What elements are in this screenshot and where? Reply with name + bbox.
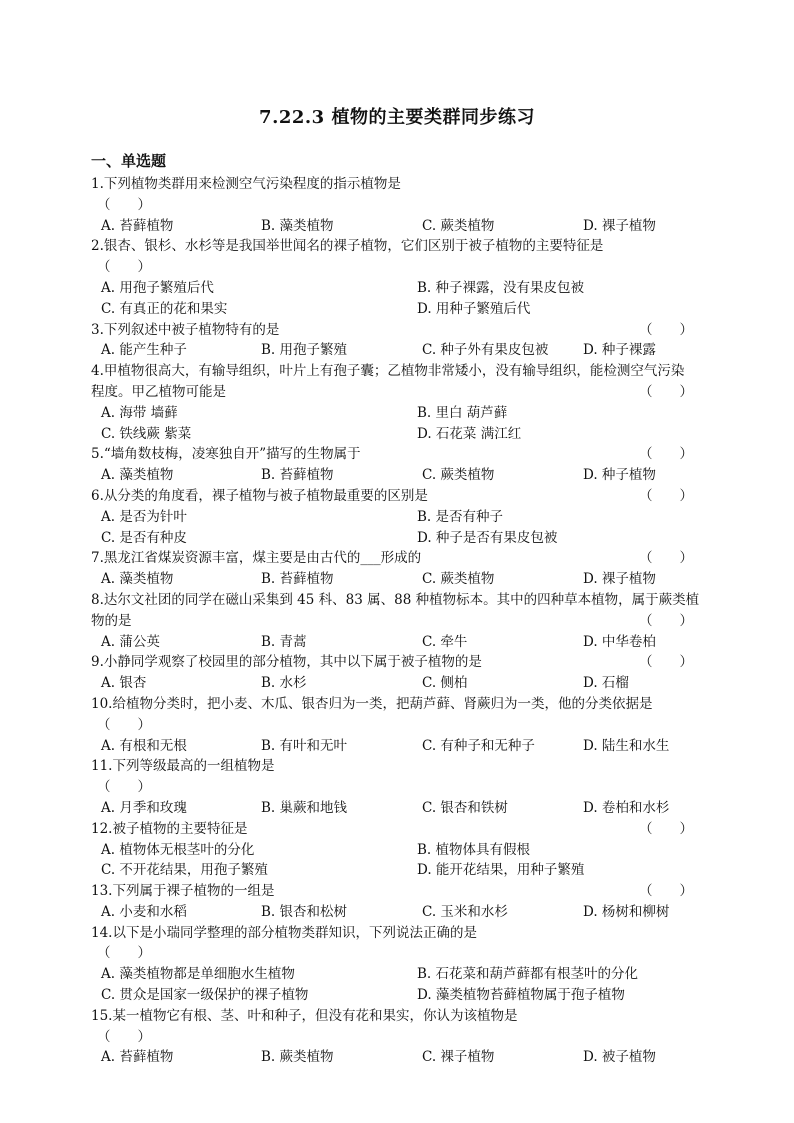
question-9	[91, 652, 703, 694]
option-d: D. 卷柏和水杉	[583, 799, 670, 816]
question-6	[91, 486, 703, 548]
answer-blank: （ ）	[639, 654, 693, 671]
question-1	[91, 174, 703, 236]
option-a: A. 能产生种子	[101, 342, 187, 359]
option-a: A. 蒲公英	[101, 633, 160, 650]
answer-blank: （ ）	[97, 1028, 151, 1045]
option-b: B. 里白 葫芦藓	[417, 404, 508, 421]
question-stem: 6.从分类的角度看，裸子植物与被子植物最重要的区别是	[91, 487, 428, 504]
answer-blank: （ ）	[639, 612, 693, 629]
option-c: C. 牵牛	[422, 633, 468, 650]
question-stem: 7.黑龙江省煤炭资源丰富，煤主要是由古代的___形成的	[91, 550, 422, 567]
option-a: A. 藻类植物	[101, 571, 174, 588]
answer-blank: （ ）	[97, 779, 151, 796]
answer-blank: （ ）	[97, 945, 151, 962]
option-b: B. 蕨类植物	[261, 1049, 334, 1066]
question-2	[91, 236, 703, 319]
question-stem: 14.以下是小瑞同学整理的部分植物类群知识，下列说法正确的是	[91, 924, 477, 941]
option-c: C. 是否有种皮	[101, 529, 187, 546]
question-15	[91, 1006, 703, 1068]
question-stem: 8.达尔文社团的同学在磁山采集到 45 科、83 属、88 种植物标本。其中的四种草本植物，属于蕨类植	[91, 591, 700, 608]
option-a: A. 有根和无根	[101, 737, 187, 754]
question-stem: 11.下列等级最高的一组植物是	[91, 758, 275, 775]
option-b: B. 是否有种子	[417, 508, 504, 525]
option-a: A. 银杏	[101, 675, 147, 692]
answer-blank: （ ）	[97, 259, 151, 276]
question-4	[91, 361, 703, 444]
option-d: D. 藻类植物苔藓植物属于孢子植物	[417, 987, 625, 1004]
option-c: C. 玉米和水杉	[422, 903, 508, 920]
question-stem-continued: 程度。甲乙植物可能是	[91, 383, 226, 400]
option-c: C. 贯众是国家一级保护的裸子植物	[101, 987, 309, 1004]
option-b: B. 苔藓植物	[261, 571, 334, 588]
option-d: D. 种子裸露	[583, 342, 656, 359]
option-a: A. 海带 墙藓	[101, 404, 178, 421]
question-stem: 9.小静同学观察了校园里的部分植物，其中以下属于被子植物的是	[91, 654, 482, 671]
section-heading: 一、单选题	[91, 152, 167, 170]
option-d: D. 中华卷柏	[583, 633, 656, 650]
question-stem: 12.被子植物的主要特征是	[91, 820, 248, 837]
answer-blank: （ ）	[639, 383, 693, 400]
option-c: C. 蕨类植物	[422, 467, 495, 484]
option-b: B. 用孢子繁殖	[261, 342, 348, 359]
option-a: A. 用孢子繁殖后代	[101, 279, 214, 296]
question-stem-continued: 物的是	[91, 612, 132, 629]
question-stem: 5.“墙角数枝梅，凌寒独自开”描写的生物属于	[91, 446, 361, 463]
option-c: C. 裸子植物	[422, 1049, 495, 1066]
answer-blank: （ ）	[639, 550, 693, 567]
option-d: D. 陆生和水生	[583, 737, 670, 754]
answer-blank: （ ）	[97, 716, 151, 733]
option-a: A. 月季和玫瑰	[101, 799, 187, 816]
option-b: B. 有叶和无叶	[261, 737, 348, 754]
option-b: B. 青蒿	[261, 633, 307, 650]
answer-blank: （ ）	[639, 883, 693, 900]
option-b: B. 石花菜和葫芦藓都有根茎叶的分化	[417, 966, 639, 983]
option-a: A. 苔藓植物	[101, 1049, 174, 1066]
option-c: C. 蕨类植物	[422, 571, 495, 588]
question-stem: 13.下列属于裸子植物的一组是	[91, 883, 275, 900]
option-c: C. 蕨类植物	[422, 217, 495, 234]
option-b: B. 藻类植物	[261, 217, 334, 234]
question-11	[91, 756, 703, 818]
option-b: B. 种子裸露，没有果皮包被	[417, 279, 585, 296]
question-list	[91, 174, 703, 1068]
option-c: C. 侧柏	[422, 675, 468, 692]
option-c: C. 种子外有果皮包被	[422, 342, 549, 359]
option-a: A. 植物体无根茎叶的分化	[101, 841, 255, 858]
option-b: B. 银杏和松树	[261, 903, 348, 920]
question-10	[91, 694, 703, 756]
answer-blank: （ ）	[97, 196, 151, 213]
question-stem: 1.下列植物类群用来检测空气污染程度的指示植物是	[91, 176, 401, 192]
option-d: D. 用种子繁殖后代	[417, 300, 531, 317]
answer-blank: （ ）	[639, 321, 693, 338]
option-c: C. 银杏和铁树	[422, 799, 508, 816]
option-d: D. 种子是否有果皮包被	[417, 529, 558, 546]
option-d: D. 石花菜 满江红	[417, 425, 522, 442]
option-c: C. 有种子和无种子	[422, 737, 535, 754]
option-a: A. 藻类植物	[101, 467, 174, 484]
option-a: A. 是否为针叶	[101, 508, 187, 525]
option-b: B. 苔藓植物	[261, 467, 334, 484]
option-d: D. 种子植物	[583, 467, 656, 484]
question-stem: 3.下列叙述中被子植物特有的是	[91, 321, 280, 338]
option-d: D. 能开花结果，用种子繁殖	[417, 862, 585, 879]
option-a: A. 小麦和水稻	[101, 903, 187, 920]
answer-blank: （ ）	[639, 446, 693, 463]
option-c: C. 铁线蕨 紫菜	[101, 425, 192, 442]
option-a: A. 藻类植物都是单细胞水生植物	[101, 966, 295, 983]
answer-blank: （ ）	[639, 487, 693, 504]
option-d: D. 被子植物	[583, 1049, 656, 1066]
page-title: 7.22.3 植物的主要类群同步练习	[259, 107, 535, 128]
option-b: B. 水杉	[261, 675, 307, 692]
question-13	[91, 881, 703, 923]
question-3	[91, 320, 703, 362]
option-c: C. 有真正的花和果实	[101, 300, 228, 317]
question-stem: 15.某一植物它有根、茎、叶和种子，但没有花和果实，你认为该植物是	[91, 1007, 518, 1024]
option-d: D. 裸子植物	[583, 571, 656, 588]
question-8	[91, 590, 703, 652]
option-b: B. 植物体具有假根	[417, 841, 531, 858]
question-5	[91, 444, 703, 486]
question-14	[91, 923, 703, 1006]
answer-blank: （ ）	[639, 820, 693, 837]
question-stem: 10.给植物分类时，把小麦、木瓜、银杏归为一类，把葫芦藓、肾蕨归为一类，他的分类依据是	[91, 695, 653, 712]
question-stem: 4.甲植物很高大，有输导组织，叶片上有孢子囊；乙植物非常矮小，没有输导组织，能检测空气污染	[91, 363, 685, 380]
option-d: D. 裸子植物	[583, 217, 656, 234]
option-d: D. 杨树和柳树	[583, 903, 670, 920]
question-stem: 2.银杏、银杉、水杉等是我国举世闻名的裸子植物，它们区别于被子植物的主要特征是	[91, 238, 604, 255]
option-c: C. 不开花结果，用孢子繁殖	[101, 862, 268, 879]
option-a: A. 苔藓植物	[101, 217, 174, 234]
question-12	[91, 819, 703, 881]
option-d: D. 石榴	[583, 675, 629, 692]
option-b: B. 巢蕨和地钱	[261, 799, 348, 816]
question-7	[91, 548, 703, 590]
